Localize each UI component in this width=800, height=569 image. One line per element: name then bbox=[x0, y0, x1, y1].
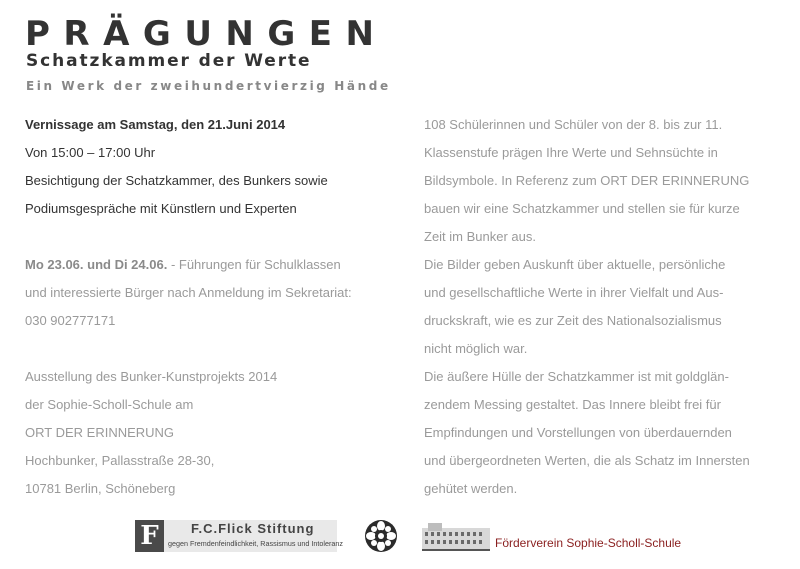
description-line: Empfindungen und Vorstellungen von überdauernden bbox=[424, 425, 732, 440]
poster-subtitle: Schatzkammer der Werte bbox=[26, 51, 312, 71]
flick-stiftung-logo bbox=[135, 520, 343, 552]
tours-line-1 bbox=[25, 257, 341, 273]
flick-letter-mark: F bbox=[135, 520, 164, 552]
flick-slogan: gegen Fremdenfeindlichkeit, Rassismus und Intoleranz bbox=[168, 539, 343, 548]
description-line: druckskraft, wie es zur Zeit des Nationalsozialismus bbox=[424, 313, 722, 328]
school-emblem-icon bbox=[364, 519, 398, 553]
description-line: und übergeordneten Werten, die als Schatz im Innersten bbox=[424, 453, 750, 468]
description-line: Bildsymbole. In Referenz zum ORT DER ERINNERUNG bbox=[424, 173, 750, 188]
school-building-icon bbox=[420, 520, 492, 552]
visit-info-line-2: Podiumsgespräche mit Künstlern und Experten bbox=[25, 201, 297, 216]
exhibit-line-3: ORT DER ERINNERUNG bbox=[25, 425, 175, 440]
vernissage-time: Von 15:00 – 17:00 Uhr bbox=[25, 145, 156, 160]
address-line-1: Hochbunker, Pallasstraße 28-30, bbox=[25, 453, 215, 468]
description-line: Die äußere Hülle der Schatzkammer ist mit goldglän- bbox=[424, 369, 729, 384]
visit-info-line-1: Besichtigung der Schatzkammer, des Bunkers sowie bbox=[25, 173, 328, 188]
description-line: und gesellschaftliche Werte in ihrer Vielfalt und Aus- bbox=[424, 285, 724, 300]
foerderverein-name: Förderverein Sophie-Scholl-Schule bbox=[495, 536, 682, 550]
description-line: Zeit im Bunker aus. bbox=[424, 229, 536, 244]
phone-number: 030 902777171 bbox=[25, 313, 116, 328]
poster-title: PRÄGUNGEN bbox=[25, 14, 388, 54]
foerderverein-logo bbox=[420, 520, 682, 552]
address-line-2: 10781 Berlin, Schöneberg bbox=[25, 481, 176, 496]
description-line: bauen wir eine Schatzkammer und stellen sie für kurze bbox=[424, 201, 740, 216]
description-line: 108 Schülerinnen und Schüler von der 8. bis zur 11. bbox=[424, 117, 723, 132]
vernissage-heading: Vernissage am Samstag, den 21.Juni 2014 bbox=[25, 117, 286, 132]
description-line: Die Bilder geben Auskunft über aktuelle, persönliche bbox=[424, 257, 726, 272]
description-line: gehütet werden. bbox=[424, 481, 518, 496]
flick-name: F.C.Flick Stiftung bbox=[191, 521, 315, 536]
exhibit-line-1: Ausstellung des Bunker-Kunstprojekts 2014 bbox=[25, 369, 278, 384]
poster-tagline: Ein Werk der zweihundertvierzig Hände bbox=[26, 79, 391, 93]
exhibit-line-2: der Sophie-Scholl-Schule am bbox=[25, 397, 194, 412]
tours-dates: Mo 23.06. und Di 24.06. bbox=[25, 257, 168, 272]
description-line: zendem Messing gestaltet. Das Innere bleibt frei für bbox=[424, 397, 721, 412]
description-line: Klassenstufe prägen Ihre Werte und Sehnsüchte in bbox=[424, 145, 718, 160]
tours-line-2: und interessierte Bürger nach Anmeldung im Sekretariat: bbox=[25, 285, 352, 300]
tours-description: - Führungen für Schulklassen bbox=[167, 257, 341, 272]
description-line: nicht möglich war. bbox=[424, 341, 528, 356]
